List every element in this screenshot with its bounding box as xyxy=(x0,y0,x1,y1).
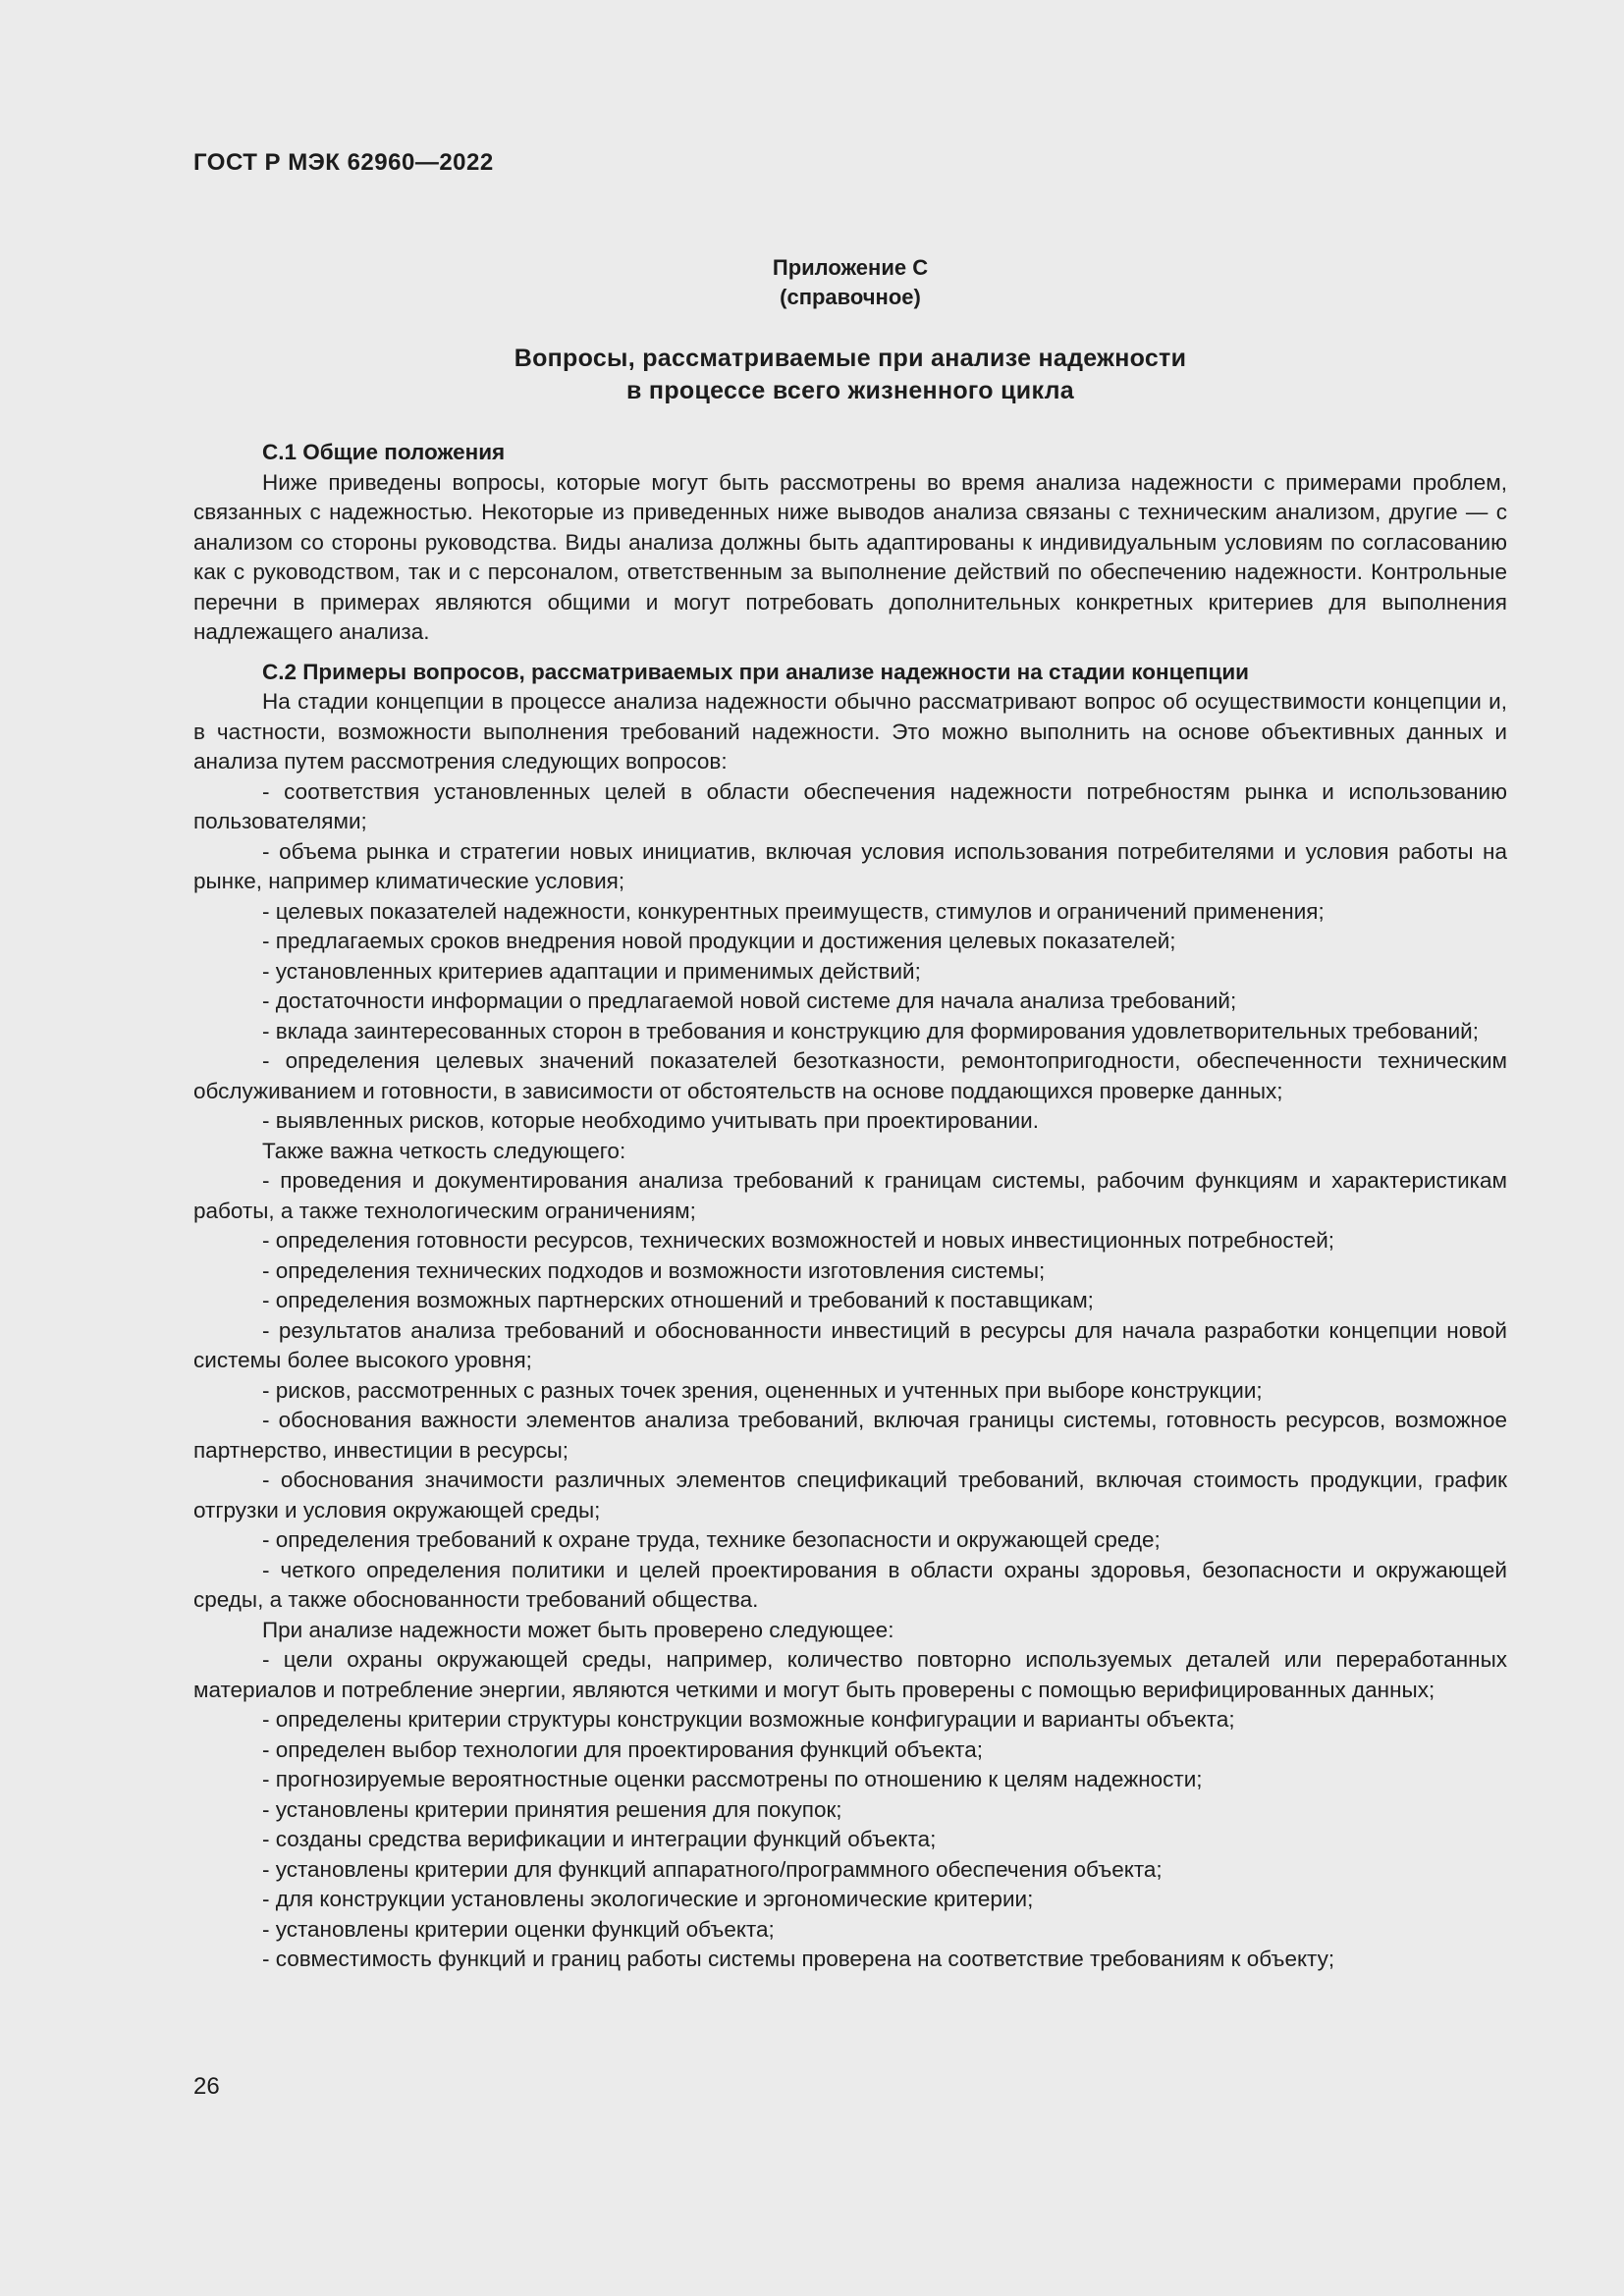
list-item: - определения технических подходов и возможности изготовления системы; xyxy=(262,1257,1046,1283)
list-item: - проведения и документирования анализа требований к границам системы, рабочим функциям и характеристикам работы, а также технологическим ограничениям; xyxy=(193,1168,1507,1223)
list-item: - объема рынка и стратегии новых инициатив, включая условия использования потребителями и условия работы на рынке, например климатические условия; xyxy=(193,838,1507,893)
list-item: - достаточности информации о предлагаемой новой системе для начала анализа требований; xyxy=(262,988,1237,1013)
list-item: - обоснования значимости различных элементов спецификаций требований, включая стоимость продукции, график отгрузки и условия окружающей среды; xyxy=(193,1468,1507,1522)
verification-intro: При анализе надежности может быть проверено следующее: xyxy=(262,1617,894,1642)
appendix-title xyxy=(193,343,1507,407)
list-item: - выявленных рисков, которые необходимо учитывать при проектировании. xyxy=(262,1108,1040,1133)
list-item: - совместимость функций и границ работы системы проверена на соответствие требованиям к объекту; xyxy=(262,1947,1335,1971)
appendix-title-line-2: в процессе всего жизненного цикла xyxy=(626,377,1074,404)
list-item: - установленных критериев адаптации и применимых действий; xyxy=(262,958,921,984)
list-item: - прогнозируемые вероятностные оценки рассмотрены по отношению к целям надежности; xyxy=(262,1767,1203,1791)
document-page xyxy=(193,147,1507,1975)
clarity-list xyxy=(193,1166,1507,1616)
list-item: - установлены критерии для функций аппаратного/программного обеспечения объекта; xyxy=(262,1856,1163,1882)
list-item: - определения возможных партнерских отношений и требований к поставщикам; xyxy=(262,1288,1094,1312)
document-code: ГОСТ Р МЭК 62960—2022 xyxy=(193,149,494,176)
list-item: - результатов анализа требований и обоснованности инвестиций в ресурсы для начала разработки концепции новой системы более высокого уровня; xyxy=(193,1317,1507,1372)
list-item: - соответствия установленных целей в области обеспечения надежности потребностям рынка и использованию пользователями; xyxy=(193,778,1507,833)
section-2-intro: На стадии концепции в процессе анализа надежности обычно рассматривают вопрос об осуществимости концепции и, в частности, возможности выполнения требований надежности. Это можно выполнить на основе объективных данных и анализа путем рассмотрения следующих вопросов: xyxy=(193,689,1507,774)
section-1-paragraph: Ниже приведены вопросы, которые могут быть рассмотрены во время анализа надежности с примерами проблем, связанных с надежностью. Некоторые из приведенных ниже выводов анализа связаны с техническим анализом, другие — с анализом со стороны руководства. Виды анализа должны быть адаптированы к индивидуальным условиям по согласованию как с руководством, так и с персоналом, ответственным за выполнение действий по обеспечению надежности. Контрольные перечни в примерах являются общими и могут потребовать дополнительных конкретных критериев для выполнения надлежащего анализа. xyxy=(193,469,1507,644)
list-item: - установлены критерии оценки функций объекта; xyxy=(262,1916,775,1942)
list-item: - предлагаемых сроков внедрения новой продукции и достижения целевых показателей; xyxy=(262,929,1176,953)
list-item: - целевых показателей надежности, конкурентных преимуществ, стимулов и ограничений применения; xyxy=(262,898,1325,924)
list-item: - четкого определения политики и целей проектирования в области охраны здоровья, безопасности и окружающей среды, а также обоснованности требований общества. xyxy=(193,1557,1507,1612)
list-item: - определения требований к охране труда, технике безопасности и окружающей среде; xyxy=(262,1527,1161,1552)
section-1-heading: С.1 Общие положения xyxy=(262,440,506,464)
list-item: - определены критерии структуры конструкции возможные конфигурации и варианты объекта; xyxy=(262,1707,1235,1732)
list-item: - созданы средства верификации и интеграции функций объекта; xyxy=(262,1827,937,1851)
appendix-heading xyxy=(193,253,1507,312)
appendix-kind: (справочное) xyxy=(780,285,921,309)
section-2-heading: С.2 Примеры вопросов, рассматриваемых при анализе надежности на стадии концепции xyxy=(262,659,1250,684)
verification-list xyxy=(193,1645,1507,1975)
list-item: - для конструкции установлены экологические и эргономические критерии; xyxy=(262,1887,1034,1911)
page-number: 26 xyxy=(193,2073,220,2100)
list-item: - цели охраны окружающей среды, например, количество повторно используемых деталей или переработанных материалов и потребление энергии, являются четкими и могут быть проверены с помощью верифицированных данных; xyxy=(193,1647,1507,1702)
list-item: - определен выбор технологии для проектирования функций объекта; xyxy=(262,1736,983,1762)
concept-questions-list xyxy=(193,777,1507,1137)
clarity-intro: Также важна четкость следующего: xyxy=(262,1138,626,1163)
list-item: - определения целевых значений показателей безотказности, ремонтопригодности, обеспеченности техническим обслуживанием и готовности, в зависимости от обстоятельств на основе поддающихся проверке данных; xyxy=(193,1048,1507,1103)
list-item: - вклада заинтересованных сторон в требования и конструкцию для формирования удовлетворительных требований; xyxy=(262,1018,1479,1043)
appendix-title-line-1: Вопросы, рассматриваемые при анализе надежности xyxy=(514,345,1187,372)
appendix-label: Приложение С xyxy=(772,255,929,280)
list-item: - определения готовности ресурсов, технических возможностей и новых инвестиционных потребностей; xyxy=(262,1228,1335,1253)
list-item: - обоснования важности элементов анализа требований, включая границы системы, готовность ресурсов, возможное партнерство, инвестиции в ресурсы; xyxy=(193,1408,1507,1463)
list-item: - установлены критерии принятия решения для покупок; xyxy=(262,1796,842,1822)
list-item: - рисков, рассмотренных с разных точек зрения, оцененных и учтенных при выборе конструкции; xyxy=(262,1377,1263,1403)
